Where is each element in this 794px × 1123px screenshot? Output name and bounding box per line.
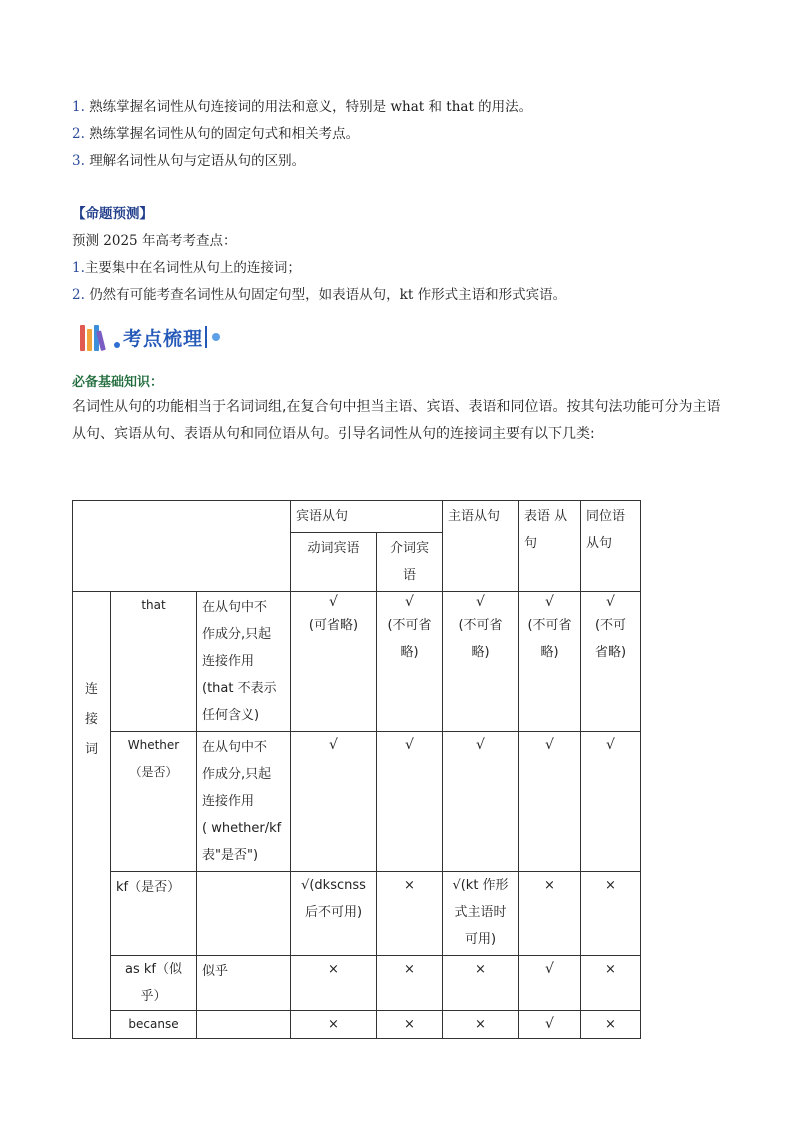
word-cell: kf（是否） xyxy=(111,872,197,956)
note-cell: 在从句中不 作成分,只起 连接作用 ( whether/kf 表"是否") xyxy=(197,732,291,872)
header-appositive-clause: 同位语 从句 xyxy=(581,501,641,592)
subject-cell: × xyxy=(443,956,519,1011)
section-banner xyxy=(80,322,220,352)
basics-heading: 必备基础知识： xyxy=(72,375,164,390)
note-cell xyxy=(197,1011,291,1039)
goal-number: 2. xyxy=(72,126,85,142)
header-predicative-clause: 表语 从 句 xyxy=(519,501,581,592)
basics-paragraph-line: 从句、宾语从句、表语从句和同位语从句。引导名词性从句的连接词主要有以下几类: xyxy=(72,426,595,442)
prep-object-cell: × xyxy=(377,1011,443,1039)
prediction-number: 1. xyxy=(72,260,85,276)
predicative-cell: √ (不可省 略) xyxy=(519,592,581,732)
goal-text: 理解名词性从句与定语从句的区别。 xyxy=(89,153,306,169)
section-title: 考点梳理 xyxy=(123,327,204,350)
goal-item xyxy=(72,122,359,142)
cursor-bar-icon xyxy=(205,326,207,348)
predicative-cell: × xyxy=(519,872,581,956)
header-verb-object: 动词宾语 xyxy=(291,533,377,592)
predicative-cell: √ xyxy=(519,956,581,1011)
word-cell: as kf（似 乎） xyxy=(111,956,197,1011)
subject-cell: √ (不可省 略) xyxy=(443,592,519,732)
verb-object-cell: √ xyxy=(291,732,377,872)
note-cell xyxy=(197,872,291,956)
group-label: 连 接 词 xyxy=(84,682,98,757)
predicative-cell: √ xyxy=(519,1011,581,1039)
prediction-number: 2. xyxy=(72,287,85,303)
appositive-cell: × xyxy=(581,872,641,956)
verb-object-cell: √(dkscnss 后不可用) xyxy=(291,872,377,956)
prep-object-cell: √ (不可省 略) xyxy=(377,592,443,732)
banner-dot-icon xyxy=(114,342,120,348)
note-cell: 似乎 xyxy=(197,956,291,1011)
goal-item xyxy=(72,95,532,115)
prediction-point xyxy=(72,283,566,303)
banner-ball-icon xyxy=(212,333,220,341)
table-corner-cell xyxy=(73,501,291,592)
subject-cell: × xyxy=(443,1011,519,1039)
goal-text: 熟练掌握名词性从句连接词的用法和意义，特别是 what 和 that 的用法。 xyxy=(89,99,533,115)
prediction-intro: 预测 2025 年高考考查点： xyxy=(72,233,237,249)
goal-number: 1. xyxy=(72,99,85,115)
appositive-cell: × xyxy=(581,1011,641,1039)
predicative-cell: √ xyxy=(519,732,581,872)
verb-object-cell: √ (可省略) xyxy=(291,592,377,732)
subject-cell: √(kt 作形 式主语时 可用) xyxy=(443,872,519,956)
goal-number: 3. xyxy=(72,153,85,169)
conjunction-table xyxy=(72,500,641,1039)
word-cell: becanse xyxy=(111,1011,197,1039)
prep-object-cell: √ xyxy=(377,732,443,872)
prediction-heading: 【命题预测】 xyxy=(72,206,153,222)
appositive-cell: √ (不可 省略) xyxy=(581,592,641,732)
header-object-clause: 宾语从句 xyxy=(291,501,443,533)
prediction-text: 仍然有可能考查名词性从句固定句型，如表语从句，kt 作形式主语和形式宾语。 xyxy=(89,287,567,303)
note-cell: 在从句中不 作成分,只起 连接作用 (that 不表示 任何含义) xyxy=(197,592,291,732)
prep-object-cell: × xyxy=(377,956,443,1011)
word-cell: Whether （是否） xyxy=(111,732,197,872)
appositive-cell: × xyxy=(581,956,641,1011)
goal-item xyxy=(72,149,305,169)
header-subject-clause: 主语从句 xyxy=(443,501,519,592)
basics-paragraph-line: 名词性从句的功能相当于名词词组,在复合句中担当主语、宾语、表语和同位语。按其句法功能可分为主语 xyxy=(72,399,721,415)
prediction-point xyxy=(72,256,301,276)
group-label-cell xyxy=(73,592,111,1039)
goal-text: 熟练掌握名词性从句的固定句式和相关考点。 xyxy=(89,126,360,142)
header-prep-object: 介词宾 语 xyxy=(377,533,443,592)
appositive-cell: √ xyxy=(581,732,641,872)
verb-object-cell: × xyxy=(291,1011,377,1039)
books-icon xyxy=(80,323,108,351)
prediction-text: 主要集中在名词性从句上的连接词； xyxy=(84,260,301,276)
word-cell: that xyxy=(111,592,197,732)
basics-paragraph xyxy=(72,394,732,448)
subject-cell: √ xyxy=(443,732,519,872)
prep-object-cell: × xyxy=(377,872,443,956)
verb-object-cell: × xyxy=(291,956,377,1011)
